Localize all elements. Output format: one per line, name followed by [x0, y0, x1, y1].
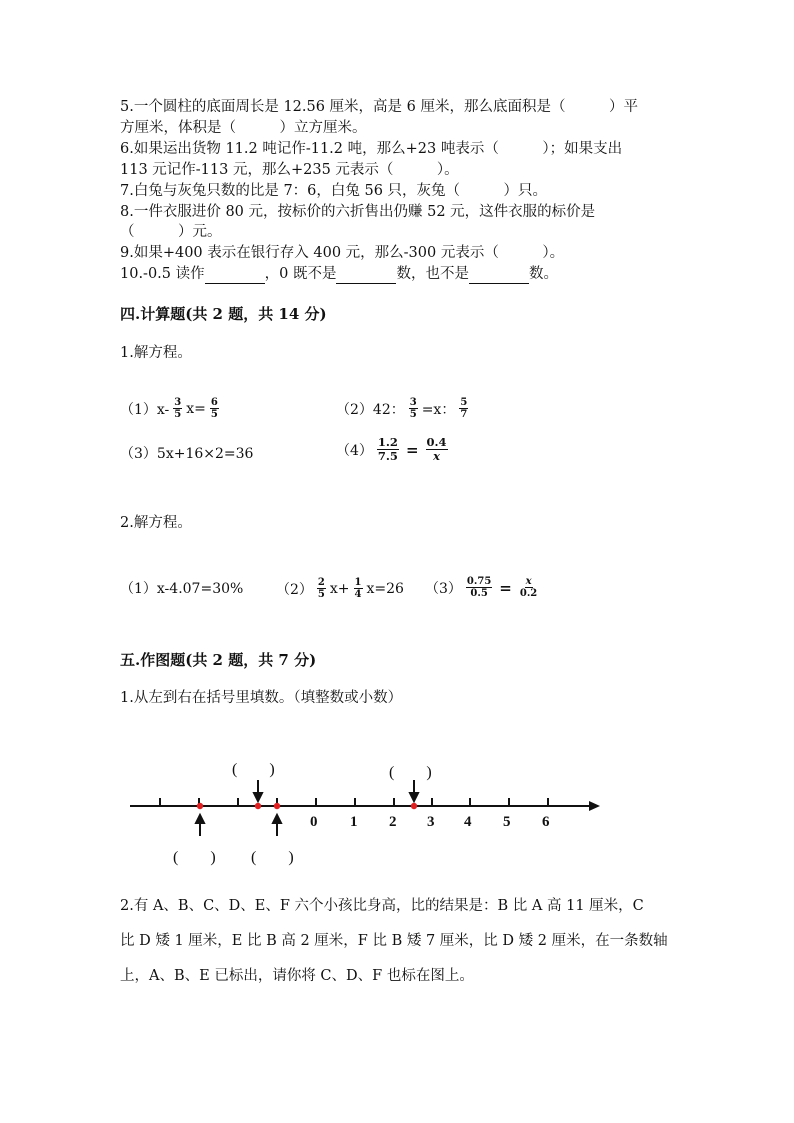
answer-paren-top-2[interactable]: ( ) — [389, 764, 432, 781]
eq-text: （2）42： — [336, 401, 405, 418]
tick-label-4: 4 — [464, 814, 472, 830]
fraction: $\frac{2}{5}$ — [317, 577, 325, 600]
up-arrow-head — [273, 815, 281, 823]
q7: 7.白兔与灰兔只数的比是 7：6，白兔 56 只，灰兔（ ）只。 — [120, 183, 548, 199]
eq-text: （2） — [276, 581, 313, 598]
q10-part-d: 数。 — [528, 266, 558, 282]
section4-p1-title: 1.解方程。 — [120, 345, 192, 361]
red-point — [411, 803, 417, 809]
q10 — [120, 264, 558, 284]
eq-1-4 — [336, 436, 452, 463]
answer-paren-bottom-1[interactable]: ( ) — [173, 849, 216, 866]
fraction: $\frac{3}{5}$ — [174, 397, 182, 420]
fraction: $\frac{0.4}{x}$ — [426, 435, 447, 463]
eq-text: （1）x- — [120, 401, 170, 418]
tick-label-2: 2 — [389, 814, 397, 830]
section5-heading: 五.作图题(共 2 题，共 7 分) — [120, 651, 317, 669]
q5-line2: 方厘米，体积是（ ）立方厘米。 — [120, 120, 367, 136]
tick-label-0: 0 — [310, 814, 318, 830]
section4-heading: 四.计算题(共 2 题，共 14 分) — [120, 305, 327, 323]
q10-part-c: 数，也不是 — [396, 266, 469, 282]
eq-2-1 — [120, 578, 243, 598]
down-arrow-head — [410, 793, 418, 801]
fraction: $\frac{x}{0.2}$ — [519, 576, 538, 599]
eq-text: （3）5x+16×2=36 — [120, 446, 254, 462]
eq-1-2 — [336, 397, 472, 420]
tick-label-1: 1 — [350, 814, 358, 830]
eq-text: （4） — [336, 442, 373, 459]
eq-text: x=26 — [366, 580, 404, 597]
number-line-ticks — [160, 798, 548, 806]
q10-part-b: ，0 既不是 — [264, 266, 337, 282]
fraction: $\frac{1}{4}$ — [354, 577, 362, 600]
section5-p2-line1: 2.有 A、B、C、D、E、F 六个小孩比身高，比的结果是：B 比 A 高 11 厘米，C — [120, 898, 644, 914]
tick-label-3: 3 — [427, 814, 435, 830]
eq-text: （1）x-4.07=30% — [120, 581, 244, 597]
equals-sign: = — [405, 440, 419, 459]
fraction: $\frac{6}{5}$ — [210, 397, 218, 420]
q10-part-a: 10.-0.5 读作 — [120, 266, 205, 282]
up-arrow-head — [196, 815, 204, 823]
red-point — [274, 803, 280, 809]
q10-blank-3[interactable] — [469, 269, 529, 284]
q6-line1: 6.如果运出货物 11.2 吨记作-11.2 吨，那么+23 吨表示（ ）；如果支出 — [120, 141, 623, 157]
eq-text: （3） — [425, 580, 462, 597]
red-point — [255, 803, 261, 809]
section4-p2-title: 2.解方程。 — [120, 515, 192, 531]
answer-paren-top-1[interactable]: ( ) — [232, 761, 275, 778]
fraction: $\frac{5}{7}$ — [460, 397, 468, 420]
eq-1-3 — [120, 443, 253, 463]
fraction: $\frac{3}{5}$ — [409, 397, 417, 420]
equals-sign: = — [499, 578, 512, 597]
answer-paren-bottom-2[interactable]: ( ) — [251, 849, 294, 866]
eq-2-3 — [425, 576, 542, 599]
section5-p2-line3: 上，A、B、E 已标出，请你将 C、D、F 也标在图上。 — [120, 968, 474, 984]
eq-text: x= — [186, 400, 206, 417]
q8-line1: 8.一件衣服进价 80 元，按标价的六折售出仍赚 52 元，这件衣服的标价是 — [120, 204, 596, 220]
fraction: $\frac{1.2}{7.5}$ — [377, 435, 398, 463]
q9: 9.如果+400 表示在银行存入 400 元，那么-300 元表示（ ）。 — [120, 245, 565, 261]
eq-2-2 — [276, 577, 404, 600]
q6-line2: 113 元记作-113 元，那么+235 元表示（ ）。 — [120, 162, 459, 178]
eq-1-1 — [120, 397, 223, 420]
tick-label-5: 5 — [503, 814, 511, 830]
number-line-arrowhead — [589, 801, 600, 811]
section5-p2-line2: 比 D 矮 1 厘米，E 比 B 高 2 厘米，F 比 B 矮 7 厘米，比 D 矮 2 厘米，在一条数轴 — [120, 933, 668, 949]
down-arrow-head — [254, 793, 262, 801]
tick-label-6: 6 — [542, 814, 550, 830]
eq-text: x+ — [329, 580, 350, 597]
q10-blank-1[interactable] — [205, 269, 265, 284]
q5-line1: 5.一个圆柱的底面周长是 12.56 厘米，高是 6 厘米，那么底面积是（ ）平 — [120, 99, 639, 115]
section5-p1-title: 1.从左到右在括号里填数。（填整数或小数） — [120, 690, 403, 706]
q8-line2: （ ）元。 — [120, 224, 222, 240]
red-point — [197, 803, 203, 809]
fraction: $\frac{0.75}{0.5}$ — [466, 576, 492, 599]
q10-blank-2[interactable] — [336, 269, 396, 284]
eq-text: =x： — [421, 401, 456, 418]
